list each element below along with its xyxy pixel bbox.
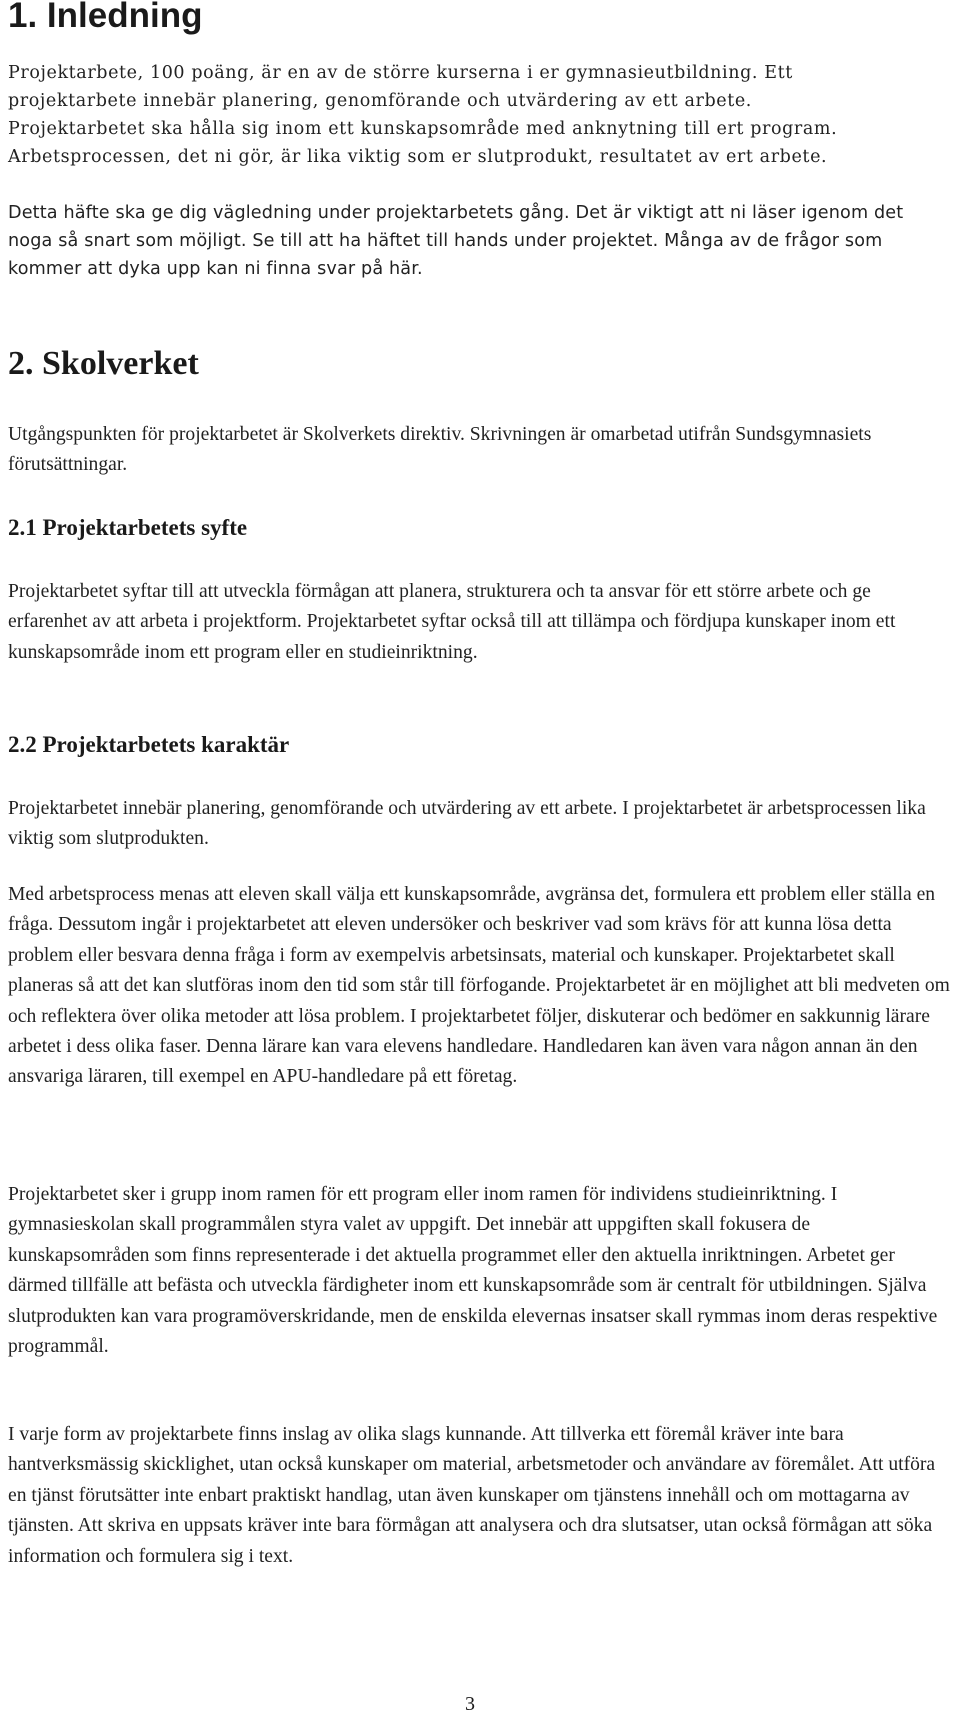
- paragraph-inledning-2: Detta häfte ska ge dig vägledning under projektarbetets gång. Det är viktigt att ni läser igenom det noga så snart som möjligt. Se till att ha häftet till hands under projektet. Många av de frågor som kommer att dyka upp kan ni finna svar på här.: [8, 203, 904, 279]
- paragraph-karaktar-3: Projektarbetet sker i grupp inom ramen för ett program eller inom ramen för individens studieinriktning. I gymnasieskolan skall programmålen styra valet av uppgift. Det innebär att uppgiften skall fokusera de kunskapsområden som finns representerade i det aktuella programmet eller den aktuella inriktningen. Arbetet ger därmed tillfälle att befästa och utveckla färdigheter inom ett kunskapsområde som är centralt för utbildningen. Själva slutprodukten kan vara programöverskridande, men de enskilda elevernas insatser skall rymmas inom deras respektive programmål.: [8, 1184, 938, 1358]
- paragraph-skolverket-1: Utgångspunkten för projektarbetet är Skolverkets direktiv. Skrivningen är omarbetad utifrån Sundsgymnasiets förutsättningar.: [8, 424, 872, 476]
- paragraph-inledning-1: Projektarbete, 100 poäng, är en av de större kurserna i er gymnasieutbildning. Ett projektarbete innebär planering, genomförande och utvärdering av ett arbete. Projektarbetet ska hålla sig inom ett kunskapsområde med anknytning till ert program. Arbetsprocessen, det ni gör, är lika viktig som er slutprodukt, resultatet av ert arbete.: [8, 63, 838, 167]
- heading-karaktar: 2.2 Projektarbetets karaktär: [8, 732, 290, 757]
- page-number: 3: [465, 1693, 475, 1715]
- heading-skolverket: 2. Skolverket: [8, 345, 199, 382]
- paragraph-karaktar-1: Projektarbetet innebär planering, genomförande och utvärdering av ett arbete. I projektarbetet är arbetsprocessen lika viktig som slutprodukten.: [8, 798, 926, 850]
- paragraph-karaktar-2: Med arbetsprocess menas att eleven skall välja ett kunskapsområde, avgränsa det, formulera ett problem eller ställa en fråga. Dessutom ingår i projektarbetet att eleven undersöker och beskriver vad som krävs för att kunna lösa detta problem eller besvara denna fråga i form av exempelvis arbetsinsats, material och kunskaper. Projektarbetet skall planeras så att det kan slutföras inom den tid som står till förfogande. Projektarbetet är en möjlighet att bli medveten om och reflektera över olika metoder att lösa problem. I projektarbetet följer, diskuterar och bedömer en sakkunnig lärare arbetet i dess olika faser. Denna lärare kan vara elevens handledare. Handledaren kan även vara någon annan än den ansvariga läraren, till exempel en APU-handledare på ett företag.: [8, 884, 950, 1088]
- heading-syfte: 2.1 Projektarbetets syfte: [8, 515, 248, 540]
- paragraph-karaktar-4: I varje form av projektarbete finns inslag av olika slags kunnande. Att tillverka ett föremål kräver inte bara hantverksmässig skicklighet, utan också kunskaper om material, arbetsmetoder och användare av föremålet. Att utföra en tjänst förutsätter inte enbart praktiskt handlag, utan även kunskaper om tjänstens innehåll och om mottagarna av tjänsten. Att skriva en uppsats kräver inte bara förmågan att analysera och dra slutsatser, utan också förmågan att söka information och formulera sig i text.: [8, 1424, 936, 1567]
- heading-inledning: 1. Inledning: [8, 0, 203, 35]
- paragraph-syfte-1: Projektarbetet syftar till att utveckla förmågan att planera, strukturera och ta ansvar för ett större arbete och ge erfarenhet av att arbeta i projektform. Projektarbetet syftar också till att tillämpa och fördjupa kunskaper inom ett kunskapsområde inom ett program eller en studieinriktning.: [8, 581, 896, 663]
